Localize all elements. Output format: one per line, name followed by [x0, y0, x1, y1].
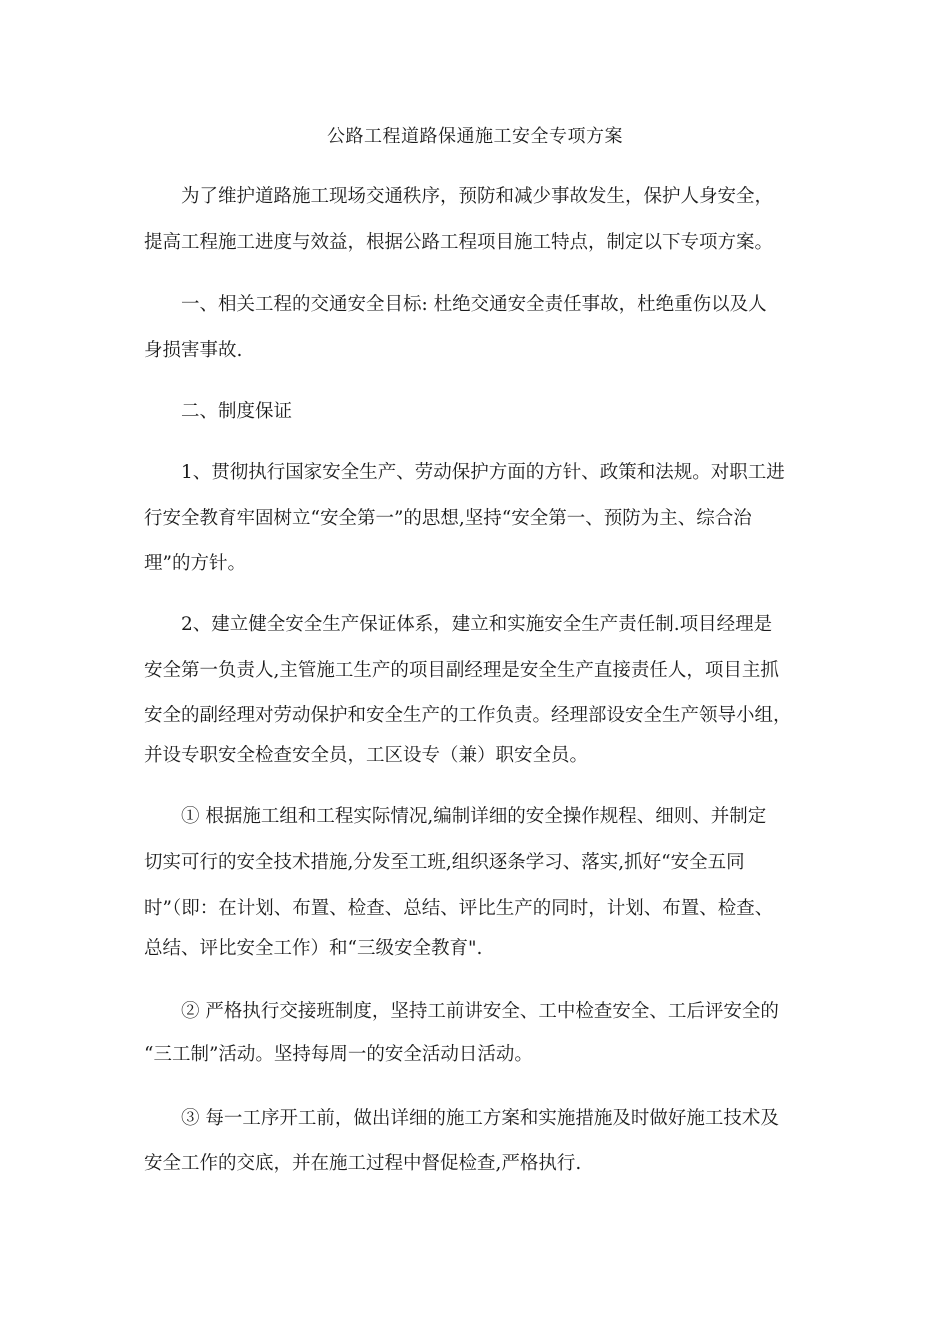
text-line: ② 严格执行交接班制度，坚持工前讲安全、工中检查安全、工后评安全的 — [181, 1001, 779, 1022]
text-line: 行安全教育牢固树立“安全第一”的思想,坚持“安全第一、预防为主、综合治 — [144, 508, 752, 529]
text-line: 理”的方针。 — [144, 553, 246, 574]
document-title: 公路工程道路保通施工安全专项方案 — [327, 126, 623, 147]
text-line: 2、建立健全安全生产保证体系，建立和实施安全生产责任制.项目经理是 — [181, 614, 773, 635]
text-line: 安全第一负责人,主管施工生产的项目副经理是安全生产直接责任人，项目主抓 — [144, 660, 779, 681]
text-line: 时”（即：在计划、布置、检查、总结、评比生产的同时，计划、布置、检查、 — [144, 898, 774, 919]
text-line: ③ 每一工序开工前，做出详细的施工方案和实施措施及时做好施工技术及 — [181, 1108, 779, 1129]
text-line: 为了维护道路施工现场交通秩序，预防和减少事故发生，保护人身安全， — [181, 186, 774, 207]
text-line: 并设专职安全检查安全员，工区设专（兼）职安全员。 — [144, 745, 589, 766]
text-line: 总结、评比安全工作）和“三级安全教育". — [144, 938, 483, 959]
text-line: 安全的副经理对劳动保护和安全生产的工作负责。经理部设安全生产领导小组， — [144, 705, 792, 726]
text-line: 一、相关工程的交通安全目标: 杜绝交通安全责任事故，杜绝重伤以及人 — [181, 294, 767, 315]
text-line: ① 根据施工组和工程实际情况,编制详细的安全操作规程、细则、并制定 — [181, 806, 767, 827]
text-line: 切实可行的安全技术措施,分发至工班,组织逐条学习、落实,抓好“安全五同 — [144, 852, 745, 873]
text-line: 提高工程施工进度与效益，根据公路工程项目施工特点，制定以下专项方案。 — [144, 232, 774, 253]
text-line: 1、贯彻执行国家安全生产、劳动保护方面的方针、政策和法规。对职工进 — [181, 462, 785, 483]
text-line: 安全工作的交底，并在施工过程中督促检查,严格执行. — [144, 1153, 582, 1174]
text-line: 身损害事故. — [144, 340, 243, 361]
text-line: 二、制度保证 — [181, 401, 293, 422]
text-line: “三工制”活动。坚持每周一的安全活动日活动。 — [144, 1044, 533, 1065]
